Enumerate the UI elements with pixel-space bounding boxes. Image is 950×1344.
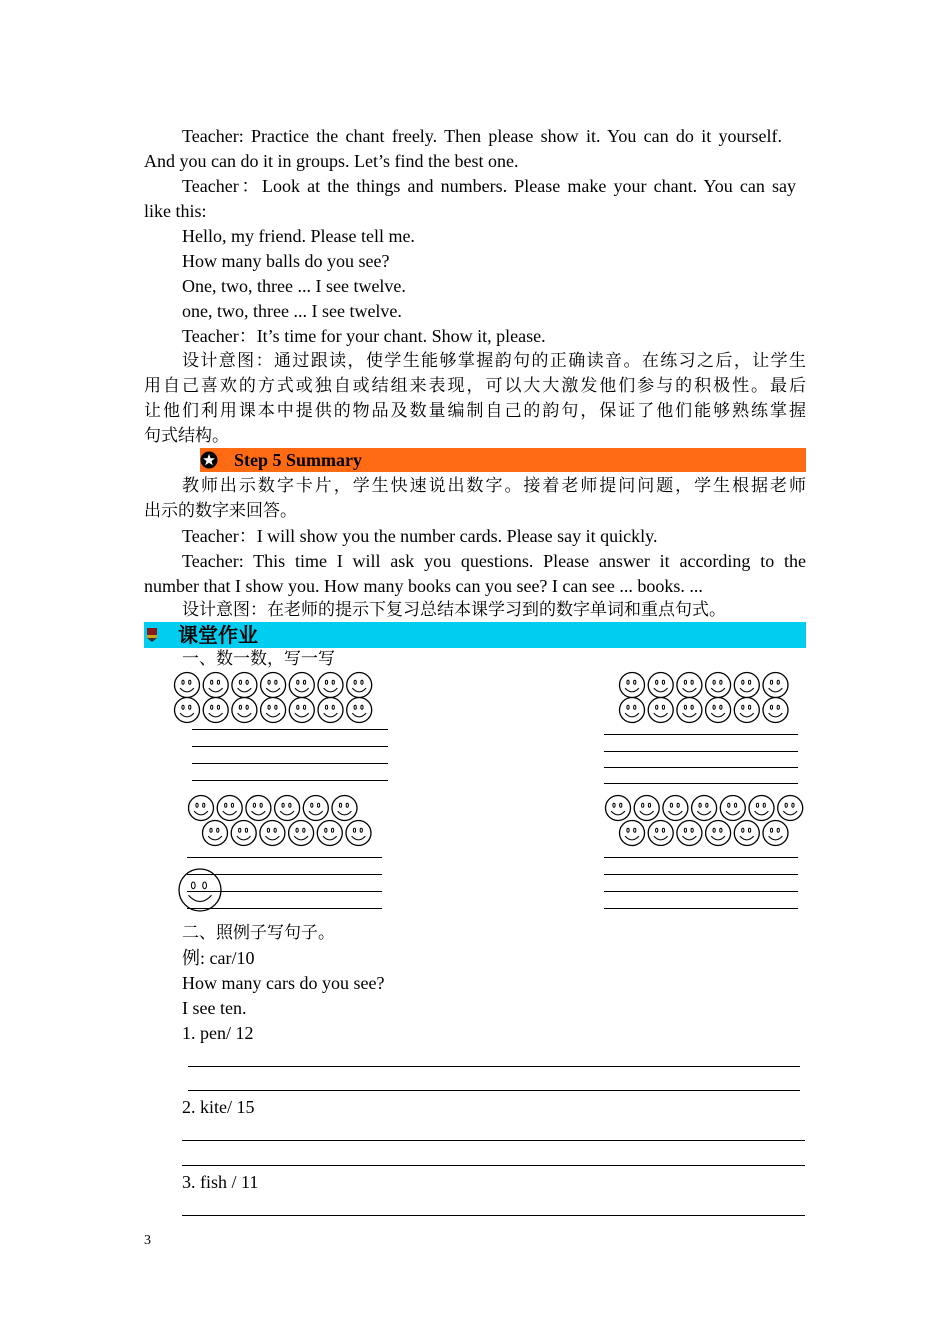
- answer-line[interactable]: [192, 780, 388, 781]
- smiley-face-icon: [706, 698, 731, 723]
- exercise-item: 3. fish / 11: [182, 1172, 259, 1192]
- teacher-paragraph-3: Teacher：It’s time for your chant. Show it, please.: [182, 326, 546, 346]
- answer-line[interactable]: [604, 908, 798, 909]
- smiley-face-icon: [260, 821, 285, 846]
- example-answer: I see ten.: [182, 998, 247, 1018]
- smiley-face-icon: [734, 698, 759, 723]
- answer-line[interactable]: [604, 857, 798, 858]
- smiley-face-icon: [189, 796, 214, 821]
- answer-line[interactable]: [187, 891, 382, 892]
- smiley-face-icon: [217, 796, 242, 821]
- answer-line[interactable]: [187, 874, 382, 875]
- exercise-item: 1. pen/ 12: [182, 1023, 254, 1043]
- teacher-paragraph-2-cont: like this:: [144, 201, 207, 221]
- answer-line[interactable]: [604, 874, 798, 875]
- answer-line[interactable]: [604, 891, 798, 892]
- homework-title: 课堂作业: [178, 623, 258, 647]
- smiley-face-icon: [175, 673, 200, 698]
- answer-line[interactable]: [604, 783, 798, 784]
- smiley-face-icon: [620, 821, 645, 846]
- smiley-face-icon: [620, 673, 645, 698]
- answer-line[interactable]: [187, 857, 382, 858]
- writing-line[interactable]: [182, 1165, 805, 1166]
- smiley-face-icon: [289, 673, 314, 698]
- smiley-face-icon: [347, 698, 372, 723]
- chant-line: Hello, my friend. Please tell me.: [182, 226, 415, 246]
- step-5-title: Step 5 Summary: [234, 450, 363, 470]
- smiley-face-icon: [332, 796, 357, 821]
- smiley-face-icon: [706, 673, 731, 698]
- answer-line[interactable]: [192, 746, 388, 747]
- smiley-face-icon: [720, 796, 745, 821]
- smiley-face-icon: [677, 698, 702, 723]
- smiley-face-icon: [318, 673, 343, 698]
- smiley-face-icon: [677, 821, 702, 846]
- smiley-face-icon: [706, 821, 731, 846]
- step-5-description: 教师出示数字卡片，学生快速说出数字。接着老师提问问题，学生根据老师: [182, 476, 806, 496]
- smiley-face-icon: [232, 673, 257, 698]
- design-intent-summary: 设计意图：在老师的提示下复习总结本课学习到的数字单词和重点句式。: [182, 600, 726, 620]
- smiley-face-icon: [232, 698, 257, 723]
- smiley-face-icon: [763, 821, 788, 846]
- teacher-paragraph-1: Teacher: Practice the chant freely. Then please show it. You can do it yourself.: [182, 126, 782, 146]
- smiley-face-icon: [663, 796, 688, 821]
- teacher-questions: Teacher: This time I will ask you questions. Please answer it according to the: [182, 551, 806, 571]
- smiley-face-icon: [763, 698, 788, 723]
- smiley-face-icon: [203, 821, 228, 846]
- smiley-face-icon: [778, 796, 803, 821]
- exercise-item: 2. kite/ 15: [182, 1097, 255, 1117]
- teacher-paragraph-2: Teacher：Look at the things and numbers. Please make your chant. You can say: [182, 176, 796, 196]
- smiley-face-icon: [677, 673, 702, 698]
- answer-line[interactable]: [187, 908, 382, 909]
- smiley-face-icon: [749, 796, 774, 821]
- chant-line: How many balls do you see?: [182, 251, 390, 271]
- smiley-face-icon: [261, 698, 286, 723]
- answer-line[interactable]: [192, 729, 388, 730]
- smiley-face-icon: [648, 673, 673, 698]
- smiley-face-icon: [347, 673, 372, 698]
- design-intent-line: 设计意图：通过跟读，使学生能够掌握韵句的正确读音。在练习之后，让学生: [182, 351, 806, 371]
- smiley-face-icon: [289, 821, 314, 846]
- writing-line[interactable]: [182, 1140, 805, 1141]
- page-number: 3: [144, 1233, 151, 1248]
- step-5-description-cont: 出示的数字来回答。: [144, 501, 297, 521]
- smiley-face-icon: [734, 673, 759, 698]
- answer-line[interactable]: [604, 734, 798, 735]
- example-question: How many cars do you see?: [182, 973, 385, 993]
- smiley-face-icon: [175, 698, 200, 723]
- smiley-face-icon: [606, 796, 631, 821]
- smiley-face-icon: [289, 698, 314, 723]
- smiley-face-icon: [692, 796, 717, 821]
- exercise-1-title: 一、数一数，写一写: [182, 649, 335, 669]
- writing-line[interactable]: [182, 1215, 805, 1216]
- writing-line[interactable]: [188, 1066, 800, 1067]
- smiley-face-icon: [346, 821, 371, 846]
- smiley-face-icon: [634, 796, 659, 821]
- design-intent-line: 句式结构。: [144, 426, 229, 446]
- answer-line[interactable]: [192, 763, 388, 764]
- smiley-face-icon: [317, 821, 342, 846]
- answer-line[interactable]: [604, 767, 798, 768]
- smiley-face-icon: [261, 673, 286, 698]
- chant-line: One, two, three ... I see twelve.: [182, 276, 406, 296]
- smiley-face-icon: [203, 698, 228, 723]
- exercise-2-title: 二、照例子写句子。: [182, 923, 335, 943]
- smiley-face-icon: [246, 796, 271, 821]
- smiley-face-icon: [648, 821, 673, 846]
- design-intent-line: 让他们利用课本中提供的物品及数量编制自己的韵句，保证了他们能够熟练掌握: [144, 401, 806, 421]
- smiley-face-icon: [231, 821, 256, 846]
- smiley-face-icon: [318, 698, 343, 723]
- design-intent-line: 用自己喜欢的方式或独自或结组来表现，可以大大激发他们参与的积极性。最后: [144, 376, 806, 396]
- smiley-face-icon: [203, 673, 228, 698]
- smiley-face-icon: [179, 869, 221, 911]
- teacher-paragraph-1-cont: And you can do it in groups. Let’s find the best one.: [144, 151, 519, 171]
- teacher-number-cards: Teacher：I will show you the number cards. Please say it quickly.: [182, 526, 658, 546]
- smiley-face-icon: [303, 796, 328, 821]
- chant-line: one, two, three ... I see twelve.: [182, 301, 402, 321]
- smiley-face-icon: [620, 698, 645, 723]
- smiley-face-icon: [763, 673, 788, 698]
- smiley-face-icon: [734, 821, 759, 846]
- smiley-face-icon: [275, 796, 300, 821]
- teacher-questions-cont: number that I show you. How many books can you see? I can see ... books. ...: [144, 576, 703, 596]
- answer-line[interactable]: [604, 751, 798, 752]
- smiley-face-icon: [648, 698, 673, 723]
- writing-line[interactable]: [188, 1090, 800, 1091]
- example-label: 例: car/10: [182, 948, 255, 968]
